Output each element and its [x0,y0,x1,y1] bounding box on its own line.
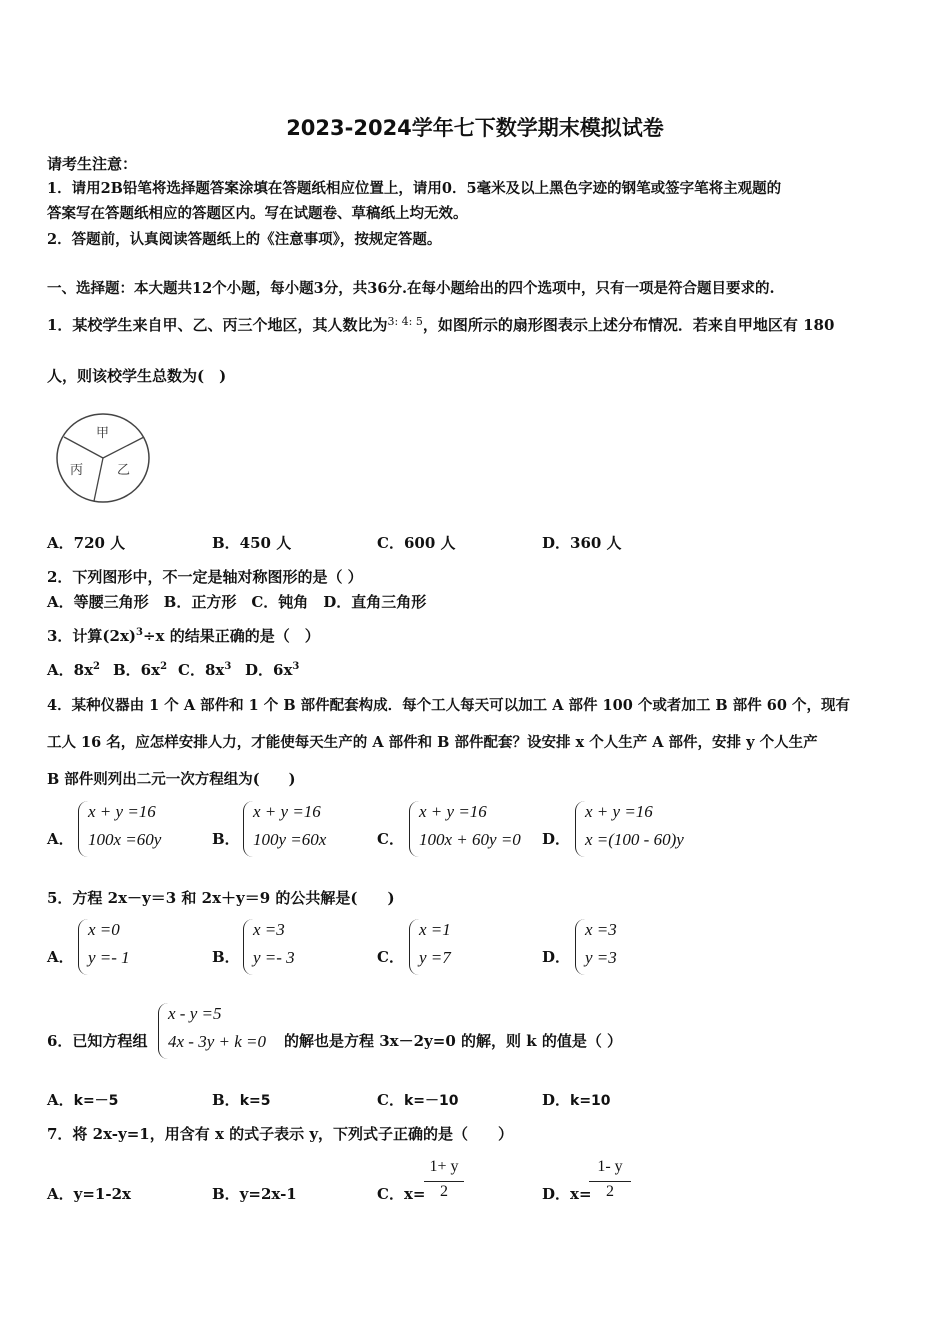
q6-option-b-value: k=5 [239,1093,271,1109]
q6-option-d-label: D． [542,1091,571,1109]
notice-heading: 请考生注意： [47,155,138,173]
q5-option-c-label[interactable]: C． [377,948,404,966]
q4-d-row-1: x + y =16 [585,802,653,821]
pie-label-jia: 甲 [96,426,110,441]
q1-stem-a: 1．某校学生来自甲、乙、丙三个地区，其人数比为 [47,316,388,334]
q6-option-a[interactable] [47,1089,118,1110]
q4-option-c-system [409,801,539,857]
q5-stem: 5．方程 2x－y＝3 和 2x＋y＝9 的公共解是( ) [47,889,395,907]
q3-stem-a: 3．计算(2x) [47,627,137,645]
q7-option-d-fraction [589,1158,631,1204]
q5-option-a-system [78,919,178,975]
q5-option-a-label[interactable]: A． [47,948,74,966]
q1-option-d[interactable]: D．360 人 [542,534,622,552]
q4-option-d-system [575,801,715,857]
notice-item-1b: 答案写在答题纸相应的答题区内。写在试题卷、草稿纸上均无效。 [47,205,468,222]
q6-option-d[interactable] [542,1089,611,1110]
q4-c-row-2: 100x + 60y =0 [419,830,521,849]
q6-option-d-value: k=10 [570,1093,611,1109]
fraction-bar [589,1181,631,1182]
q4-a-row-1: x + y =16 [88,802,156,821]
q4-line-3: B 部件则列出二元一次方程组为( ) [47,771,296,788]
q7-stem: 7．将 2x-y=1，用含有 x 的式子表示 y，下列式子正确的是（ ） [47,1125,514,1143]
fraction-numerator: 1- y [597,1158,623,1175]
q4-b-row-1: x + y =16 [253,802,321,821]
q4-option-a-system [78,801,208,857]
q4-b-row-2: 100y =60x [253,830,327,849]
pie-divider-3 [94,458,103,501]
q3-option-c[interactable] [178,659,231,680]
pie-label-yi: 乙 [117,463,131,478]
q6-stem-b: 的解也是方程 3x－2y=0 的解，则 k 的值是（ ） [284,1032,623,1050]
q5-option-b-system [243,919,343,975]
fraction-bar [424,1181,464,1182]
q3-stem [47,625,320,646]
q3-option-b-sup: 2 [160,661,168,672]
q7-option-c-fraction [424,1158,464,1204]
q7-option-c[interactable]: C．x= [377,1185,426,1203]
q3-option-a[interactable] [47,659,100,680]
q5-d-row-2: y =3 [585,948,617,967]
q5-option-d-label[interactable]: D． [542,948,571,966]
fraction-denominator: 2 [440,1183,448,1200]
q1-stem [47,314,834,335]
q3-stem-sup: 3 [136,627,143,638]
q1-option-a[interactable]: A．720 人 [47,534,126,552]
q3-stem-b: ÷x 的结果正确的是（ ） [142,627,320,645]
fraction-denominator: 2 [606,1183,614,1200]
q5-option-d-system [575,919,675,975]
q6-option-a-value: k=－5 [73,1093,119,1109]
q3-option-a-label: A．8x [47,661,94,679]
q4-option-b-system [243,801,373,857]
pie-label-bing: 丙 [70,463,84,478]
q5-c-row-2: y =7 [419,948,451,967]
q3-option-d-label: D．6x [245,661,293,679]
q5-option-b-label[interactable]: B． [212,948,240,966]
q3-option-a-sup: 2 [93,661,100,672]
q6-row-1: x - y =5 [168,1004,222,1023]
q3-option-d[interactable] [245,659,299,680]
q5-a-row-2: y =- 1 [88,948,130,967]
q4-line-1: 4．某种仪器由 1 个 A 部件和 1 个 B 部件配套构成．每个工人每天可以加工 A 部件 100 个或者加工 B 部件 60 个，现有 [47,697,850,714]
q1-stem-b: ，如图所示的扇形图表示上述分布情况．若来自甲地区有 180 [422,316,835,334]
pie-divider-2 [103,437,144,458]
q3-option-c-label: C．8x [178,661,225,679]
q2-options[interactable]: A．等腰三角形 B．正方形 C．钝角 D．直角三角形 [47,593,427,611]
q3-option-d-sup: 3 [292,661,300,672]
q4-d-row-2: x =(100 - 60)y [585,830,684,849]
q6-option-b-label: B． [212,1091,240,1109]
q6-option-c-value: k=－10 [403,1093,459,1109]
q1-stem-c: 人，则该校学生总数为( ) [47,367,227,385]
q6-option-c-label: C． [377,1091,404,1109]
q5-b-row-1: x =3 [253,920,285,939]
q6-stem-a: 6．已知方程组 [47,1032,148,1050]
q4-option-b-label[interactable]: B． [212,830,240,848]
q6-option-b[interactable] [212,1089,270,1110]
q4-line-2: 工人 16 名，应怎样安排人力，才能使每天生产的 A 部件和 B 部件配套？设安排 x 个人生产 A 部件，安排 y 个人生产 [47,734,818,751]
q6-system [158,1003,288,1059]
q4-c-row-1: x + y =16 [419,802,487,821]
q5-c-row-1: x =1 [419,920,451,939]
q5-d-row-1: x =3 [585,920,617,939]
q6-option-c[interactable] [377,1089,458,1110]
q3-option-b-label: B．6x [113,661,161,679]
q6-option-a-label: A． [47,1091,74,1109]
q1-pie-figure [54,412,154,504]
q6-row-2: 4x - 3y + k =0 [168,1032,266,1051]
q4-a-row-2: 100x =60y [88,830,162,849]
q1-ratio: 3: 4: 5 [387,315,423,328]
q5-option-c-system [409,919,509,975]
q7-option-d[interactable]: D．x= [542,1185,592,1203]
q4-option-c-label[interactable]: C． [377,830,404,848]
q3-option-b[interactable] [113,659,167,680]
q1-option-c[interactable]: C．600 人 [377,534,456,552]
page-title: 2023-2024学年七下数学期末模拟试卷 [286,116,664,140]
q2-stem: 2．下列图形中，不一定是轴对称图形的是（ ） [47,568,363,586]
q5-a-row-1: x =0 [88,920,120,939]
q1-option-b[interactable]: B．450 人 [212,534,292,552]
q7-option-b[interactable]: B．y=2x-1 [212,1185,297,1203]
section-heading: 一、选择题：本大题共12个小题，每小题3分，共36分.在每小题给出的四个选项中，只有一项是符合题目要求的. [47,280,775,297]
notice-item-1a: 1．请用2B铅笔将选择题答案涂填在答题纸相应位置上，请用0．5毫米及以上黑色字迹的钢笔或签字笔将主观题的 [47,180,782,197]
q5-b-row-2: y =- 3 [253,948,295,967]
q3-option-c-sup: 3 [224,661,232,672]
notice-item-2: 2．答题前，认真阅读答题纸上的《注意事项》，按规定答题。 [47,231,442,248]
fraction-numerator: 1+ y [429,1158,459,1175]
q4-option-a-label[interactable]: A． [47,830,74,848]
q4-option-d-label[interactable]: D． [542,830,571,848]
q7-option-a[interactable]: A．y=1-2x [47,1185,131,1203]
